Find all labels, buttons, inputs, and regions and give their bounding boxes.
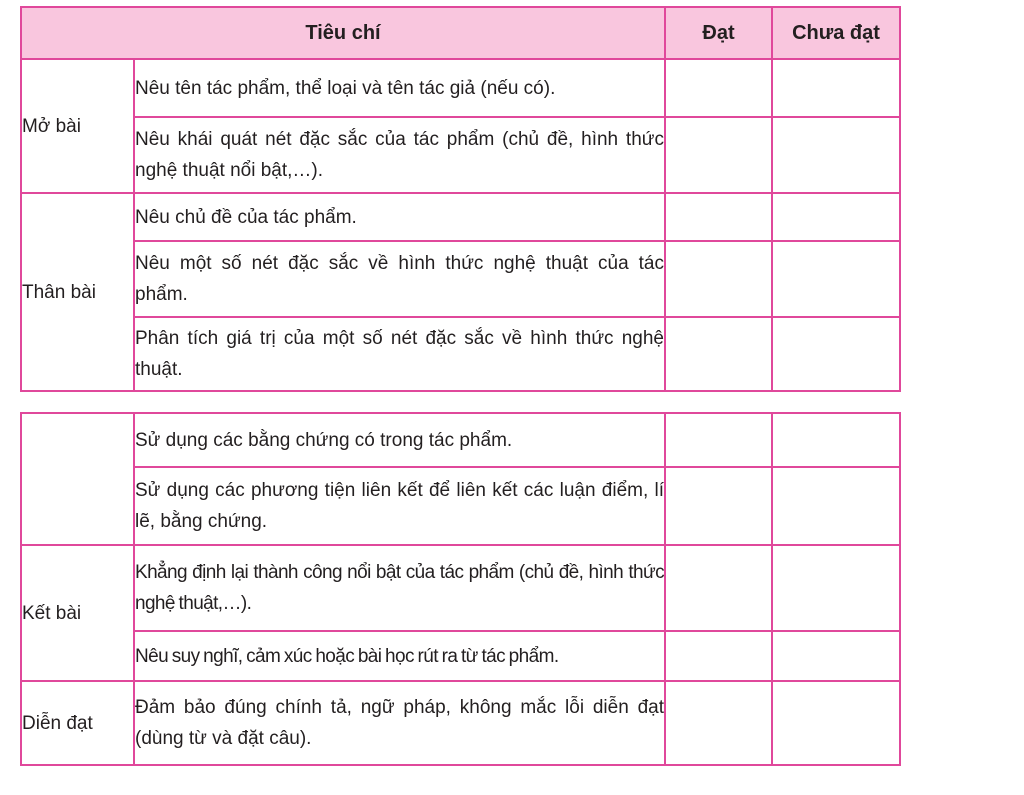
pass-checkbox-cell[interactable]	[665, 241, 772, 317]
fail-checkbox-cell[interactable]	[772, 317, 900, 391]
fail-checkbox-cell[interactable]	[772, 193, 900, 241]
table-row	[21, 413, 900, 467]
criterion-text: Sử dụng các bằng chứng có trong tác phẩm.	[134, 413, 665, 467]
rubric-table-bottom	[20, 412, 901, 766]
header-fail: Chưa đạt	[772, 7, 900, 59]
pass-checkbox-cell[interactable]	[665, 117, 772, 193]
pass-checkbox-cell[interactable]	[665, 681, 772, 765]
pass-checkbox-cell[interactable]	[665, 317, 772, 391]
header-row	[21, 7, 900, 59]
criterion-text: Khẳng định lại thành công nổi bật của tác phẩm (chủ đề, hình thức nghệ thuật,…).	[134, 545, 665, 631]
table-row	[21, 117, 900, 193]
section-label-empty	[21, 413, 134, 545]
section-label-dien-dat: Diễn đạt	[21, 681, 134, 765]
fail-checkbox-cell[interactable]	[772, 241, 900, 317]
fail-checkbox-cell[interactable]	[772, 117, 900, 193]
header-criteria: Tiêu chí	[21, 7, 665, 59]
criterion-text: Nêu chủ đề của tác phẩm.	[134, 193, 665, 241]
fail-checkbox-cell[interactable]	[772, 545, 900, 631]
pass-checkbox-cell[interactable]	[665, 631, 772, 681]
pass-checkbox-cell[interactable]	[665, 59, 772, 117]
criterion-text: Nêu khái quát nét đặc sắc của tác phẩm (chủ đề, hình thức nghệ thuật nổi bật,…).	[134, 117, 665, 193]
criterion-text: Phân tích giá trị của một số nét đặc sắc về hình thức nghệ thuật.	[134, 317, 665, 391]
section-label-ket-bai: Kết bài	[21, 545, 134, 681]
table-row	[21, 241, 900, 317]
section-label-than-bai: Thân bài	[21, 193, 134, 391]
criterion-text: Sử dụng các phương tiện liên kết để liên kết các luận điểm, lí lẽ, bằng chứng.	[134, 467, 665, 545]
table-row	[21, 631, 900, 681]
table-row	[21, 681, 900, 765]
fail-checkbox-cell[interactable]	[772, 413, 900, 467]
fail-checkbox-cell[interactable]	[772, 467, 900, 545]
pass-checkbox-cell[interactable]	[665, 467, 772, 545]
criterion-text: Nêu một số nét đặc sắc về hình thức nghệ thuật của tác phẩm.	[134, 241, 665, 317]
header-pass: Đạt	[665, 7, 772, 59]
criterion-text: Đảm bảo đúng chính tả, ngữ pháp, không mắc lỗi diễn đạt (dùng từ và đặt câu).	[134, 681, 665, 765]
pass-checkbox-cell[interactable]	[665, 545, 772, 631]
fail-checkbox-cell[interactable]	[772, 59, 900, 117]
pass-checkbox-cell[interactable]	[665, 413, 772, 467]
table-row	[21, 545, 900, 631]
table-row	[21, 59, 900, 117]
table-row	[21, 193, 900, 241]
fail-checkbox-cell[interactable]	[772, 631, 900, 681]
section-label-mo-bai: Mở bài	[21, 59, 134, 193]
fail-checkbox-cell[interactable]	[772, 681, 900, 765]
table-row	[21, 317, 900, 391]
criterion-text: Nêu tên tác phẩm, thể loại và tên tác giả (nếu có).	[134, 59, 665, 117]
criterion-text: Nêu suy nghĩ, cảm xúc hoặc bài học rút ra từ tác phẩm.	[134, 631, 665, 681]
pass-checkbox-cell[interactable]	[665, 193, 772, 241]
table-row	[21, 467, 900, 545]
rubric-table-top	[20, 6, 901, 392]
